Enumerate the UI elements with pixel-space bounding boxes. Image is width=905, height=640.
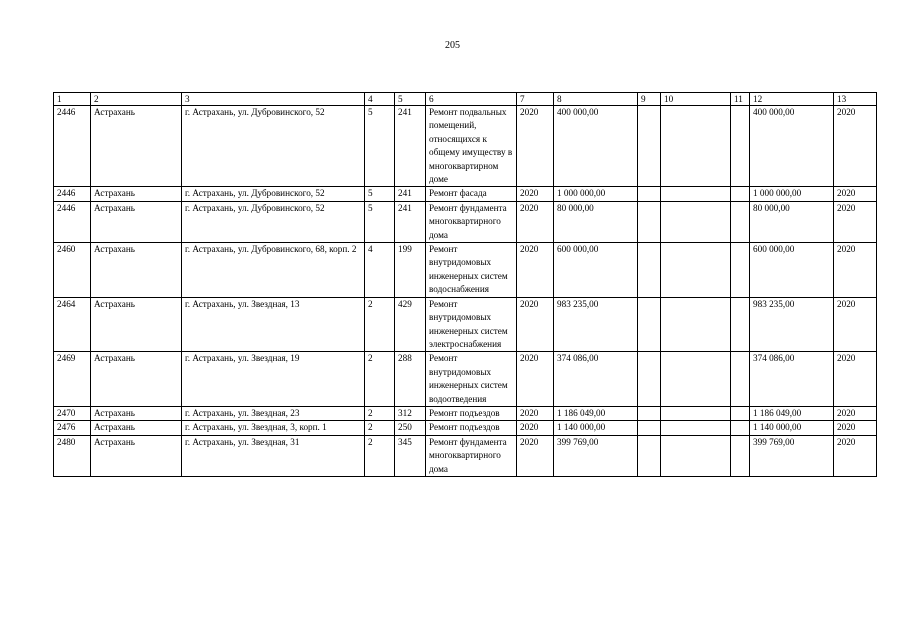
column-header: 13 <box>834 93 877 106</box>
col-11-cell <box>731 421 750 435</box>
start-year-cell: 2020 <box>517 297 554 352</box>
start-year-cell: 2020 <box>517 435 554 476</box>
apartments-count-cell: 241 <box>395 201 426 242</box>
table-row <box>54 352 877 407</box>
registry-number-cell: 2464 <box>54 297 91 352</box>
column-header: 3 <box>182 93 365 106</box>
col-9-cell <box>638 201 661 242</box>
page-number: 205 <box>445 40 460 51</box>
work-type-cell: Ремонт подъездов <box>426 406 517 420</box>
col-10-cell <box>661 406 731 420</box>
end-year-cell: 2020 <box>834 297 877 352</box>
fund-cost-cell: 983 235,00 <box>750 297 834 352</box>
col-11-cell <box>731 243 750 298</box>
address-cell: г. Астрахань, ул. Звездная, 23 <box>182 406 365 420</box>
floors-count-cell: 2 <box>365 352 395 407</box>
column-header: 10 <box>661 93 731 106</box>
end-year-cell: 2020 <box>834 106 877 187</box>
table-row <box>54 406 877 420</box>
col-9-cell <box>638 297 661 352</box>
end-year-cell: 2020 <box>834 435 877 476</box>
address-cell: г. Астрахань, ул. Дубровинского, 52 <box>182 201 365 242</box>
column-header: 4 <box>365 93 395 106</box>
floors-count-cell: 2 <box>365 406 395 420</box>
floors-count-cell: 4 <box>365 243 395 298</box>
registry-number-cell: 2476 <box>54 421 91 435</box>
col-9-cell <box>638 421 661 435</box>
registry-number-cell: 2446 <box>54 187 91 201</box>
fund-cost-cell: 80 000,00 <box>750 201 834 242</box>
address-cell: г. Астрахань, ул. Дубровинского, 68, корп. 2 <box>182 243 365 298</box>
col-11-cell <box>731 352 750 407</box>
col-11-cell <box>731 106 750 187</box>
apartments-count-cell: 199 <box>395 243 426 298</box>
floors-count-cell: 5 <box>365 106 395 187</box>
floors-count-cell: 2 <box>365 297 395 352</box>
fund-cost-cell: 400 000,00 <box>750 106 834 187</box>
address-cell: г. Астрахань, ул. Звездная, 31 <box>182 435 365 476</box>
total-cost-cell: 399 769,00 <box>554 435 638 476</box>
floors-count-cell: 2 <box>365 435 395 476</box>
address-cell: г. Астрахань, ул. Звездная, 13 <box>182 297 365 352</box>
work-type-cell: Ремонт подъездов <box>426 421 517 435</box>
address-cell: г. Астрахань, ул. Звездная, 19 <box>182 352 365 407</box>
start-year-cell: 2020 <box>517 243 554 298</box>
apartments-count-cell: 345 <box>395 435 426 476</box>
table-row <box>54 435 877 476</box>
col-9-cell <box>638 187 661 201</box>
column-header: 1 <box>54 93 91 106</box>
col-11-cell <box>731 406 750 420</box>
start-year-cell: 2020 <box>517 406 554 420</box>
col-9-cell <box>638 435 661 476</box>
fund-cost-cell: 1 186 049,00 <box>750 406 834 420</box>
col-10-cell <box>661 435 731 476</box>
work-type-cell: Ремонт внутридомовых инженерных систем электроснабжения <box>426 297 517 352</box>
registry-number-cell: 2470 <box>54 406 91 420</box>
table-row <box>54 187 877 201</box>
fund-cost-cell: 374 086,00 <box>750 352 834 407</box>
work-type-cell: Ремонт фундамента многоквартирного дома <box>426 435 517 476</box>
apartments-count-cell: 288 <box>395 352 426 407</box>
municipality-cell: Астрахань <box>91 201 182 242</box>
municipality-cell: Астрахань <box>91 187 182 201</box>
municipality-cell: Астрахань <box>91 406 182 420</box>
col-10-cell <box>661 243 731 298</box>
end-year-cell: 2020 <box>834 243 877 298</box>
start-year-cell: 2020 <box>517 421 554 435</box>
col-9-cell <box>638 106 661 187</box>
col-10-cell <box>661 106 731 187</box>
apartments-count-cell: 312 <box>395 406 426 420</box>
start-year-cell: 2020 <box>517 187 554 201</box>
fund-cost-cell: 1 140 000,00 <box>750 421 834 435</box>
total-cost-cell: 1 186 049,00 <box>554 406 638 420</box>
end-year-cell: 2020 <box>834 421 877 435</box>
col-10-cell <box>661 201 731 242</box>
column-header: 12 <box>750 93 834 106</box>
total-cost-cell: 400 000,00 <box>554 106 638 187</box>
registry-table <box>53 92 877 477</box>
fund-cost-cell: 1 000 000,00 <box>750 187 834 201</box>
col-11-cell <box>731 187 750 201</box>
registry-number-cell: 2469 <box>54 352 91 407</box>
total-cost-cell: 600 000,00 <box>554 243 638 298</box>
municipality-cell: Астрахань <box>91 421 182 435</box>
table-row <box>54 243 877 298</box>
col-11-cell <box>731 201 750 242</box>
municipality-cell: Астрахань <box>91 106 182 187</box>
work-type-cell: Ремонт фундамента многоквартирного дома <box>426 201 517 242</box>
table-row <box>54 421 877 435</box>
municipality-cell: Астрахань <box>91 435 182 476</box>
total-cost-cell: 374 086,00 <box>554 352 638 407</box>
col-10-cell <box>661 187 731 201</box>
start-year-cell: 2020 <box>517 106 554 187</box>
start-year-cell: 2020 <box>517 201 554 242</box>
column-header: 8 <box>554 93 638 106</box>
work-type-cell: Ремонт подвальных помещений, относящихся к общему имуществу в многоквартирном доме <box>426 106 517 187</box>
start-year-cell: 2020 <box>517 352 554 407</box>
apartments-count-cell: 241 <box>395 187 426 201</box>
municipality-cell: Астрахань <box>91 297 182 352</box>
col-10-cell <box>661 352 731 407</box>
col-10-cell <box>661 421 731 435</box>
address-cell: г. Астрахань, ул. Звездная, 3, корп. 1 <box>182 421 365 435</box>
end-year-cell: 2020 <box>834 201 877 242</box>
col-10-cell <box>661 297 731 352</box>
table-body <box>54 93 877 477</box>
end-year-cell: 2020 <box>834 187 877 201</box>
col-9-cell <box>638 406 661 420</box>
total-cost-cell: 1 140 000,00 <box>554 421 638 435</box>
header-row <box>54 93 877 106</box>
total-cost-cell: 80 000,00 <box>554 201 638 242</box>
column-header: 11 <box>731 93 750 106</box>
table-row <box>54 201 877 242</box>
registry-number-cell: 2446 <box>54 106 91 187</box>
work-type-cell: Ремонт внутридомовых инженерных систем водоснабжения <box>426 243 517 298</box>
fund-cost-cell: 399 769,00 <box>750 435 834 476</box>
total-cost-cell: 1 000 000,00 <box>554 187 638 201</box>
work-type-cell: Ремонт внутридомовых инженерных систем водоотведения <box>426 352 517 407</box>
floors-count-cell: 5 <box>365 201 395 242</box>
col-9-cell <box>638 243 661 298</box>
col-9-cell <box>638 352 661 407</box>
end-year-cell: 2020 <box>834 406 877 420</box>
apartments-count-cell: 241 <box>395 106 426 187</box>
apartments-count-cell: 250 <box>395 421 426 435</box>
col-11-cell <box>731 297 750 352</box>
end-year-cell: 2020 <box>834 352 877 407</box>
address-cell: г. Астрахань, ул. Дубровинского, 52 <box>182 106 365 187</box>
registry-number-cell: 2460 <box>54 243 91 298</box>
column-header: 2 <box>91 93 182 106</box>
floors-count-cell: 2 <box>365 421 395 435</box>
floors-count-cell: 5 <box>365 187 395 201</box>
address-cell: г. Астрахань, ул. Дубровинского, 52 <box>182 187 365 201</box>
fund-cost-cell: 600 000,00 <box>750 243 834 298</box>
registry-number-cell: 2446 <box>54 201 91 242</box>
table-row <box>54 106 877 187</box>
column-header: 6 <box>426 93 517 106</box>
total-cost-cell: 983 235,00 <box>554 297 638 352</box>
registry-number-cell: 2480 <box>54 435 91 476</box>
work-type-cell: Ремонт фасада <box>426 187 517 201</box>
municipality-cell: Астрахань <box>91 243 182 298</box>
table-row <box>54 297 877 352</box>
column-header: 9 <box>638 93 661 106</box>
apartments-count-cell: 429 <box>395 297 426 352</box>
col-11-cell <box>731 435 750 476</box>
municipality-cell: Астрахань <box>91 352 182 407</box>
column-header: 7 <box>517 93 554 106</box>
column-header: 5 <box>395 93 426 106</box>
